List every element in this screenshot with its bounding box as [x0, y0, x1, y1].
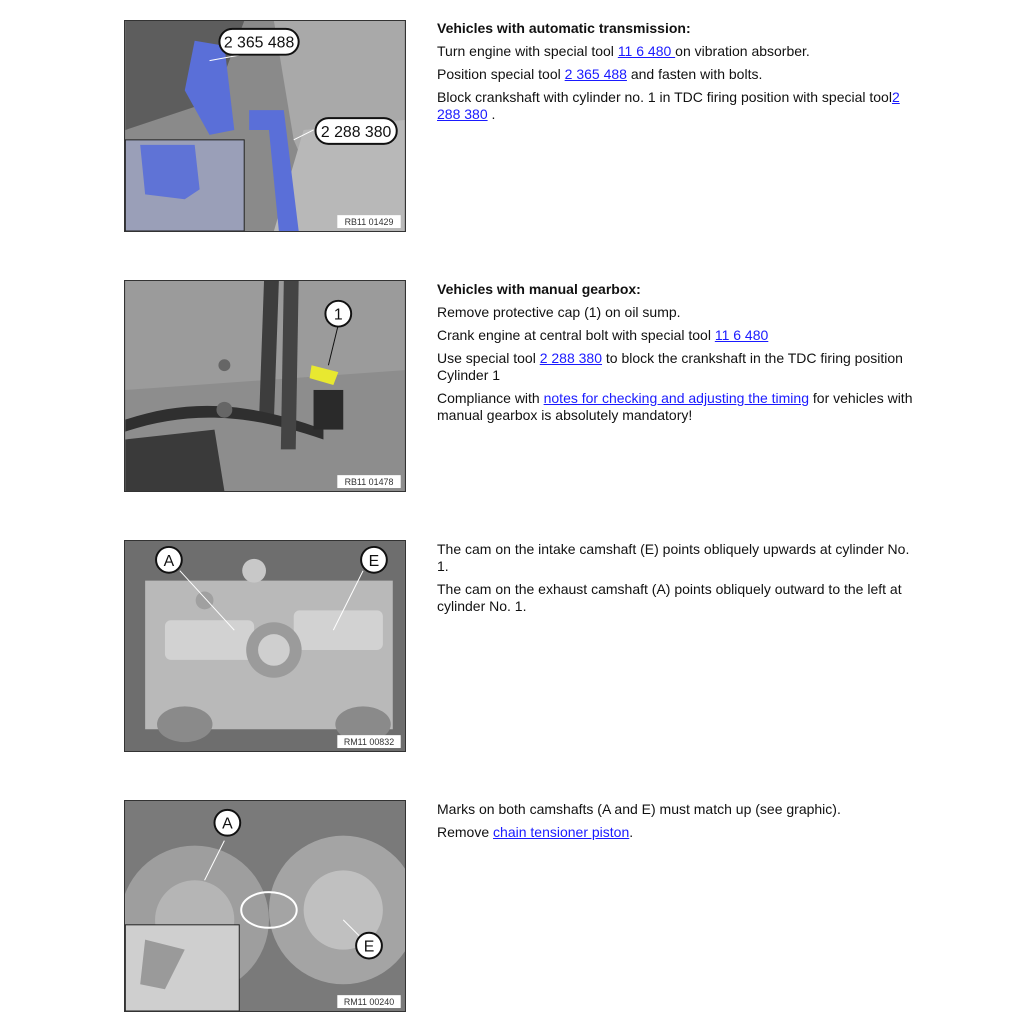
- figure-automatic-transmission: [124, 20, 406, 232]
- section-camshaft-marks: [437, 801, 917, 847]
- instruction-line: Marks on both camshafts (A and E) must match up (see graphic).: [437, 801, 841, 817]
- instruction-line: Use special tool 2 288 380 to block the crankshaft in the TDC firing position Cylinder 1: [437, 350, 903, 383]
- special-tool-link[interactable]: 11 6 480: [617, 43, 676, 59]
- callout-label: 1: [333, 306, 343, 324]
- camshaft-gears-photo: [125, 801, 405, 1011]
- section-manual-gearbox: [437, 281, 917, 430]
- figure-code: RB11 01478: [344, 477, 394, 488]
- figure-code: RB11 01429: [344, 217, 394, 228]
- section-heading: Vehicles with automatic transmission:: [437, 20, 691, 36]
- callout-label: E: [363, 938, 375, 956]
- chain-tensioner-link[interactable]: chain tensioner piston: [493, 824, 630, 840]
- camshaft-photo: [125, 541, 405, 751]
- special-tool-link[interactable]: 2 288 380: [539, 350, 603, 366]
- instruction-line: Position special tool 2 365 488 and fasten with bolts.: [437, 66, 763, 82]
- figure-camshaft-cams: [124, 540, 406, 752]
- callout-label: E: [368, 552, 380, 570]
- callout-label: 2 365 488: [223, 34, 295, 52]
- section-heading: Vehicles with manual gearbox:: [437, 281, 641, 297]
- instruction-line: Remove chain tensioner piston.: [437, 824, 634, 840]
- instruction-line: Remove protective cap (1) on oil sump.: [437, 304, 681, 320]
- figure-manual-gearbox: [124, 280, 406, 492]
- instruction-line: Block crankshaft with cylinder no. 1 in TDC firing position with special tool2 288 380 .: [437, 89, 900, 122]
- timing-notes-link[interactable]: notes for checking and adjusting the timing: [543, 390, 809, 406]
- section-automatic-transmission: [437, 20, 917, 129]
- instruction-line: Turn engine with special tool 11 6 480 on vibration absorber.: [437, 43, 810, 59]
- instruction-line: The cam on the intake camshaft (E) points obliquely upwards at cylinder No. 1.: [437, 541, 910, 574]
- special-tool-link[interactable]: 11 6 480: [714, 327, 769, 343]
- special-tool-link[interactable]: 2 365 488: [564, 66, 627, 82]
- engine-photo-automatic: [125, 21, 405, 231]
- section-camshaft-cams: [437, 541, 917, 621]
- instruction-line: The cam on the exhaust camshaft (A) points obliquely outward to the left at cylinder No. 1.: [437, 581, 902, 614]
- engine-photo-manual: [125, 281, 405, 491]
- instruction-line: Crank engine at central bolt with special tool 11 6 480: [437, 327, 769, 343]
- figure-code: RM11 00832: [343, 737, 395, 748]
- callout-label: A: [222, 815, 233, 833]
- figure-camshaft-marks: [124, 800, 406, 1012]
- callout-label: 2 288 380: [320, 123, 392, 141]
- special-tool-link[interactable]: 2 288 380: [437, 89, 900, 122]
- instruction-line: Compliance with notes for checking and adjusting the timing for vehicles with manual gearbox is absolutely mandatory!: [437, 390, 913, 423]
- callout-label: A: [163, 552, 175, 570]
- figure-code: RM11 00240: [343, 997, 395, 1008]
